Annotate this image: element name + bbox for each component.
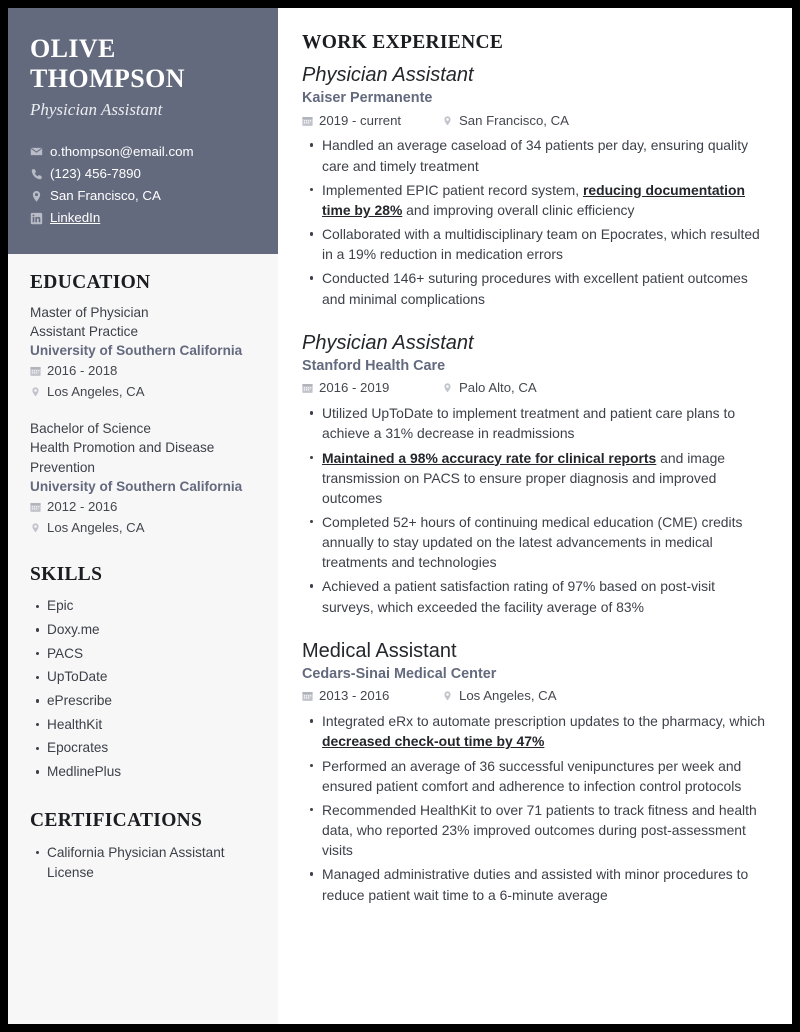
education-entry (30, 419, 256, 538)
contact-linkedin-label[interactable]: LinkedIn (50, 210, 101, 226)
list-item (322, 798, 770, 862)
bullet-text-pre: Utilized UpToDate to implement treatment and patient care plans to achieve a 31% decrease in readmissions (322, 405, 736, 442)
calendar-icon (30, 365, 41, 377)
job-title: Physician Assistant (302, 331, 474, 354)
bullet-text-pre: Collaborated with a multidisciplinary team on Epocrates, which resulted in a 19% reduction in medication errors (322, 226, 760, 263)
bullet-text-pre: Recommended HealthKit to over 71 patients to track fitness and health data, who reported 23% improved outcomes during post-assessment visits (322, 801, 757, 859)
education-degree-line-1: Bachelor of Science (30, 421, 151, 436)
education-school: University of Southern California (30, 478, 243, 494)
education-degree (30, 419, 256, 477)
skills-heading: SKILLS (30, 563, 103, 585)
name-line-2: THOMPSON (30, 64, 185, 94)
sidebar (8, 8, 278, 1024)
education-location-row (30, 382, 256, 402)
list-item: ePrescribe (47, 689, 256, 713)
bullet-text-post: and improving overall clinic efficiency (402, 201, 635, 218)
education-school: University of Southern California (30, 343, 243, 359)
job-location-row (442, 686, 557, 706)
education-heading: EDUCATION (30, 271, 151, 293)
bullet-text-pre: Managed administrative duties and assisted with minor procedures to reduce patient wait time to a 6-minute average (322, 866, 749, 903)
list-item (322, 266, 770, 310)
list-item (322, 510, 770, 574)
job-meta (302, 685, 770, 706)
list-item (322, 178, 770, 222)
sidebar-header (8, 8, 278, 254)
education-dates: 2016 - 2018 (47, 363, 118, 379)
list-item: PACS (47, 642, 256, 666)
list-item: HealthKit (47, 713, 256, 737)
education-location: Los Angeles, CA (47, 519, 145, 535)
calendar-icon (302, 115, 313, 127)
job-meta (302, 377, 770, 398)
envelope-icon (30, 145, 43, 158)
certifications-list (30, 841, 256, 885)
bullet-text-pre: Conducted 146+ suturing procedures with excellent patient outcomes and minimal complications (322, 270, 748, 307)
education-dates-row (30, 497, 256, 517)
job-location-row (442, 378, 537, 398)
education-location-row (30, 518, 256, 538)
list-item (322, 709, 770, 753)
list-item: MedlinePlus (47, 760, 256, 784)
job-dates: 2019 - current (319, 112, 402, 128)
bullet-text-post: and image transmission on PACS to ensure proper diagnosis and improved outcomes (322, 449, 726, 506)
education-dates: 2012 - 2016 (47, 499, 118, 515)
list-item (322, 133, 770, 177)
list-item (322, 862, 770, 906)
linkedin-icon (30, 212, 43, 225)
map-pin-icon (442, 115, 453, 127)
job-entry (302, 639, 770, 907)
map-pin-icon (30, 190, 43, 203)
bullet-text-pre: Handled an average caseload of 34 patients per day, ensuring quality care and timely treatment (322, 137, 749, 174)
job-company: Kaiser Permanente (302, 90, 433, 107)
certifications-heading: CERTIFICATIONS (30, 810, 203, 832)
map-pin-icon (442, 382, 453, 394)
job-entry (302, 63, 770, 311)
candidate-name (30, 34, 256, 94)
contact-phone (30, 163, 256, 185)
job-location: Palo Alto, CA (459, 380, 537, 396)
job-location: San Francisco, CA (459, 112, 569, 128)
education-location: Los Angeles, CA (47, 384, 145, 400)
list-item (322, 574, 770, 618)
sidebar-body (8, 254, 278, 906)
contact-phone-label: (123) 456-7890 (50, 165, 141, 181)
job-title: Physician Assistant (302, 64, 474, 86)
job-location: Los Angeles, CA (459, 688, 557, 704)
job-company: Stanford Health Care (302, 358, 446, 375)
contact-location-label: San Francisco, CA (50, 188, 161, 204)
list-item: Epocrates (47, 737, 256, 761)
list-item: Doxy.me (47, 618, 256, 642)
job-location-row (442, 111, 569, 131)
bullet-text-pre: Performed an average of 36 successful venipunctures per week and ensured patient comfort and adherence to infection control protocols (322, 757, 742, 794)
job-dates: 2013 - 2016 (319, 688, 390, 704)
list-item: UpToDate (47, 666, 256, 690)
contact-linkedin[interactable] (30, 207, 256, 229)
map-pin-icon (30, 522, 41, 534)
bullet-text-pre: Implemented EPIC patient record system, (322, 181, 583, 198)
contact-list (30, 141, 256, 230)
phone-icon (30, 168, 43, 181)
list-item (322, 754, 770, 798)
education-entry (30, 303, 256, 402)
education-degree-line-2: Assistant Practice (30, 323, 139, 339)
job-bullets (302, 401, 770, 619)
education-degree-line-2: Health Promotion and Disease Prevention (30, 440, 215, 475)
education-degree (30, 303, 256, 342)
map-pin-icon (442, 690, 453, 702)
candidate-role: Physician Assistant (30, 100, 163, 120)
bullet-text-pre: Integrated eRx to automate prescription updates to the pharmacy, which (322, 713, 765, 730)
contact-email (30, 141, 256, 163)
bullet-text-emphasis: Maintained a 98% accuracy rate for clinical reports (322, 449, 657, 466)
list-item: California Physician Assistant License (47, 841, 256, 885)
bullet-text-pre: Completed 52+ hours of continuing medical education (CME) credits annually to stay updated on the latest advancements in medical treatments and technologies (322, 514, 743, 571)
skills-list (30, 595, 256, 784)
job-dates-row (302, 111, 442, 131)
calendar-icon (30, 501, 41, 513)
job-dates-row (302, 378, 442, 398)
job-entry (302, 331, 770, 619)
education-degree-line-1: Master of Physician (30, 304, 149, 320)
job-company: Cedars-Sinai Medical Center (302, 666, 497, 683)
job-dates: 2016 - 2019 (319, 380, 390, 396)
list-item (322, 446, 770, 510)
main-content (278, 8, 792, 1024)
job-meta (302, 110, 770, 131)
list-item (322, 401, 770, 445)
calendar-icon (302, 690, 313, 702)
job-bullets (302, 133, 770, 310)
list-item: Epic (47, 595, 256, 619)
work-experience-heading: WORK EXPERIENCE (302, 32, 504, 53)
job-dates-row (302, 686, 442, 706)
education-dates-row (30, 361, 256, 381)
contact-location (30, 185, 256, 207)
resume-page (8, 8, 792, 1024)
bullet-text-pre: Achieved a patient satisfaction rating of 97% based on post-visit surveys, which exceeded the facility average of 83% (322, 578, 716, 615)
bullet-text-emphasis: reducing documentation time by 28% (322, 181, 746, 218)
job-title: Medical Assistant (302, 639, 457, 662)
name-line-1: OLIVE (30, 34, 116, 63)
list-item (322, 222, 770, 266)
job-bullets (302, 709, 770, 906)
map-pin-icon (30, 386, 41, 398)
bullet-text-emphasis: decreased check-out time by 47% (322, 733, 545, 750)
contact-email-label: o.thompson@email.com (50, 143, 194, 159)
calendar-icon (302, 382, 313, 394)
